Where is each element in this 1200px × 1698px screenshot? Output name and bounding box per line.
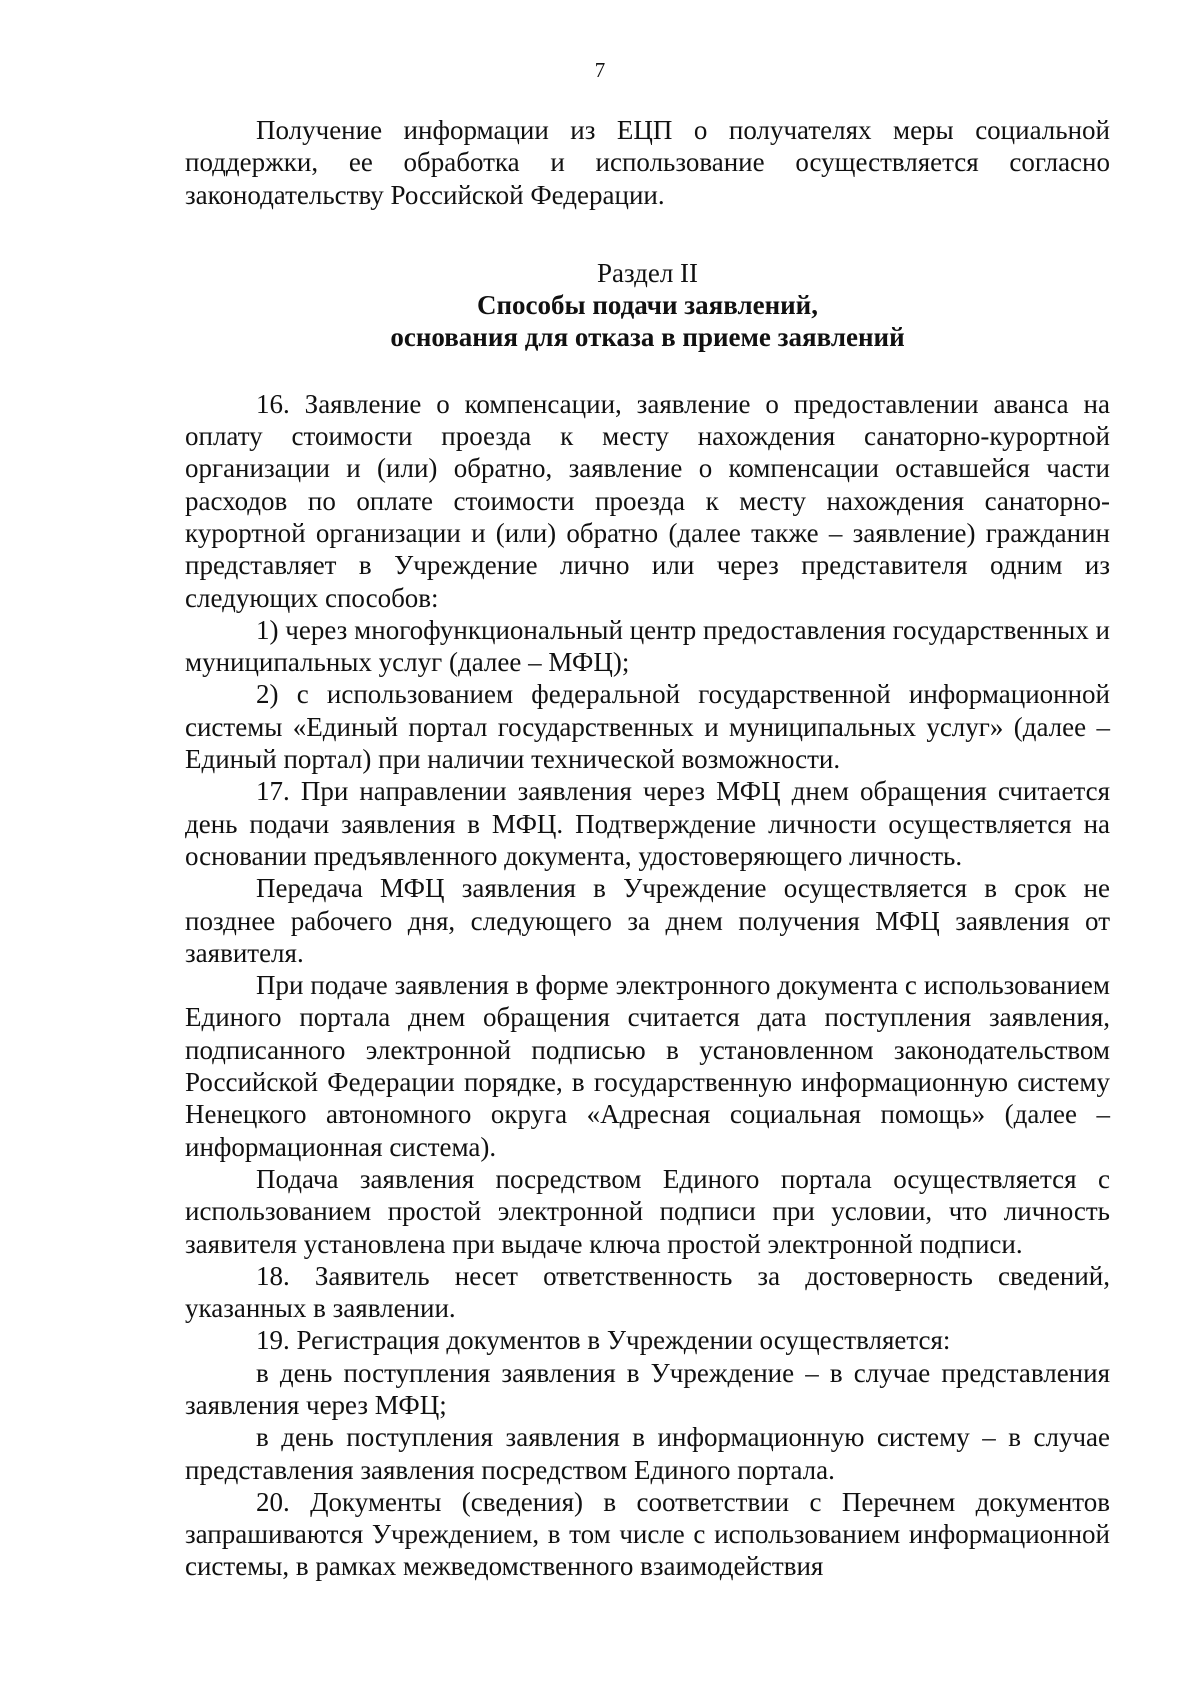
section-label: Раздел II	[596, 257, 699, 288]
intro-paragraph: Получение информации из ЕЦП о получателях меры социальной поддержки, ее обработка и использование осуществляется согласно законодательству Российской Федерации.	[185, 115, 1110, 210]
paragraph-16: 16. Заявление о компенсации, заявление о предоставлении аванса на оплату стоимости проезда к месту нахождения санаторно-курортной организации и (или) обратно, заявление о компенсации оставшейся части расходов по оплате стоимости проезда к месту нахождения санаторно-курортной организации и (или) обратно (далее также – заявление) гражданин представляет в Учреждение лично или через представителя одним из следующих способов:	[185, 388, 1110, 613]
paragraph-16-item-1: 1) через многофункциональный центр предоставления государственных и муниципальных услуг (далее – МФЦ);	[185, 614, 1110, 678]
paragraph-18: 18. Заявитель несет ответственность за достоверность сведений, указанных в заявлении.	[185, 1260, 1110, 1324]
paragraph-19-item-2: в день поступления заявления в информационную систему – в случае представления заявления посредством Единого портала.	[185, 1422, 1110, 1485]
paragraph-17-electronic: При подаче заявления в форме электронного документа с использованием Единого портала днем обращения считается дата поступления заявления, подписанного электронной подписью в установленном законодательством Российской Федерации порядке, в государственную информационную систему Ненецкого автономного округа «Адресная социальная помощь» (далее – информационная система).	[185, 970, 1110, 1162]
paragraph-17-transfer: Передача МФЦ заявления в Учреждение осуществляется в срок не позднее рабочего дня, следующего за днем получения МФЦ заявления от заявителя.	[185, 873, 1110, 968]
section-title-line-1: Способы подачи заявлений,	[477, 290, 818, 321]
paragraph-19: 19. Регистрация документов в Учреждении осуществляется:	[256, 1325, 951, 1356]
paragraph-16-item-2: 2) с использованием федеральной государственной информационной системы «Единый портал государственных и муниципальных услуг» (далее – Единый портал) при наличии технической возможности.	[185, 679, 1110, 775]
paragraph-17-signature: Подача заявления посредством Единого портала осуществляется с использованием простой электронной подписи при условии, что личность заявителя установлена при выдаче ключа простой электронной подписи.	[185, 1163, 1110, 1259]
section-title-line-2: основания для отказа в приеме заявлений	[390, 322, 905, 353]
paragraph-17: 17. При направлении заявления через МФЦ днем обращения считается день подачи заявления в МФЦ. Подтверждение личности осуществляется на основании предъявленного документа, удостоверяющего личность.	[185, 776, 1110, 871]
page-number: 7	[594, 58, 606, 82]
document-body	[185, 114, 1110, 1583]
paragraph-19-item-1: в день поступления заявления в Учреждение – в случае представления заявления через МФЦ;	[185, 1357, 1110, 1420]
paragraph-20: 20. Документы (сведения) в соответствии с Перечнем документов запрашиваются Учреждением, в том числе с использованием информационной системы, в рамках межведомственного взаимодействия	[185, 1486, 1110, 1582]
